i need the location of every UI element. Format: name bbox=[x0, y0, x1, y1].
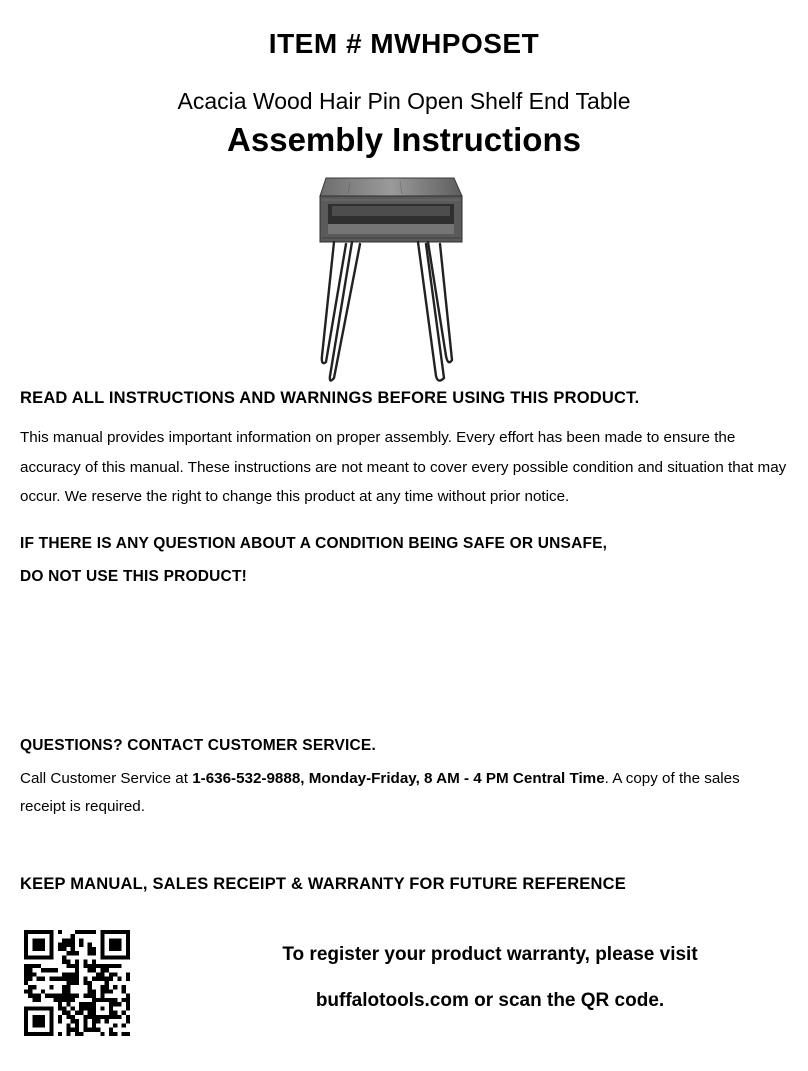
customer-service-contact: 1-636-532-9888, Monday-Friday, 8 AM - 4 PM Central Time bbox=[192, 770, 605, 787]
safety-question-warning-line-2: DO NOT USE THIS PRODUCT! bbox=[20, 568, 247, 585]
warranty-registration-line-2: buffalotools.com or scan the QR code. bbox=[315, 990, 665, 1011]
item-number-heading: ITEM # MWHPOSET bbox=[268, 28, 540, 59]
product-name: Acacia Wood Hair Pin Open Shelf End Table bbox=[177, 88, 631, 114]
customer-service-text-before: Call Customer Service at bbox=[20, 770, 193, 787]
intro-paragraph: This manual provides important information on proper assembly. Every effort has been made to ensure the accuracy of this manual. These instructions are not meant to cover every possible condition and situation that may occur. We reserve the right to change this product at any time without prior notice. bbox=[20, 429, 787, 505]
keep-manual-notice: KEEP MANUAL, SALES RECEIPT & WARRANTY FOR FUTURE REFERENCE bbox=[20, 875, 626, 893]
customer-service-paragraph bbox=[20, 765, 780, 821]
qr-code[interactable] bbox=[24, 930, 130, 1036]
read-instructions-warning: READ ALL INSTRUCTIONS AND WARNINGS BEFORE USING THIS PRODUCT. bbox=[20, 389, 640, 407]
customer-service-text-after: . A copy of the sales receipt is required. bbox=[20, 770, 740, 815]
product-image bbox=[310, 176, 470, 384]
table-top-surface bbox=[320, 178, 462, 196]
safety-question-warning-line-1: IF THERE IS ANY QUESTION ABOUT A CONDITION BEING SAFE OR UNSAFE, bbox=[20, 535, 608, 552]
document-title: Assembly Instructions bbox=[227, 121, 581, 158]
warranty-registration-line-1: To register your product warranty, please visit bbox=[282, 944, 698, 965]
table-shelf-back bbox=[332, 206, 450, 216]
hairpin-legs bbox=[322, 242, 452, 381]
table-shelf-board bbox=[328, 224, 454, 234]
customer-service-heading: QUESTIONS? CONTACT CUSTOMER SERVICE. bbox=[20, 737, 376, 754]
